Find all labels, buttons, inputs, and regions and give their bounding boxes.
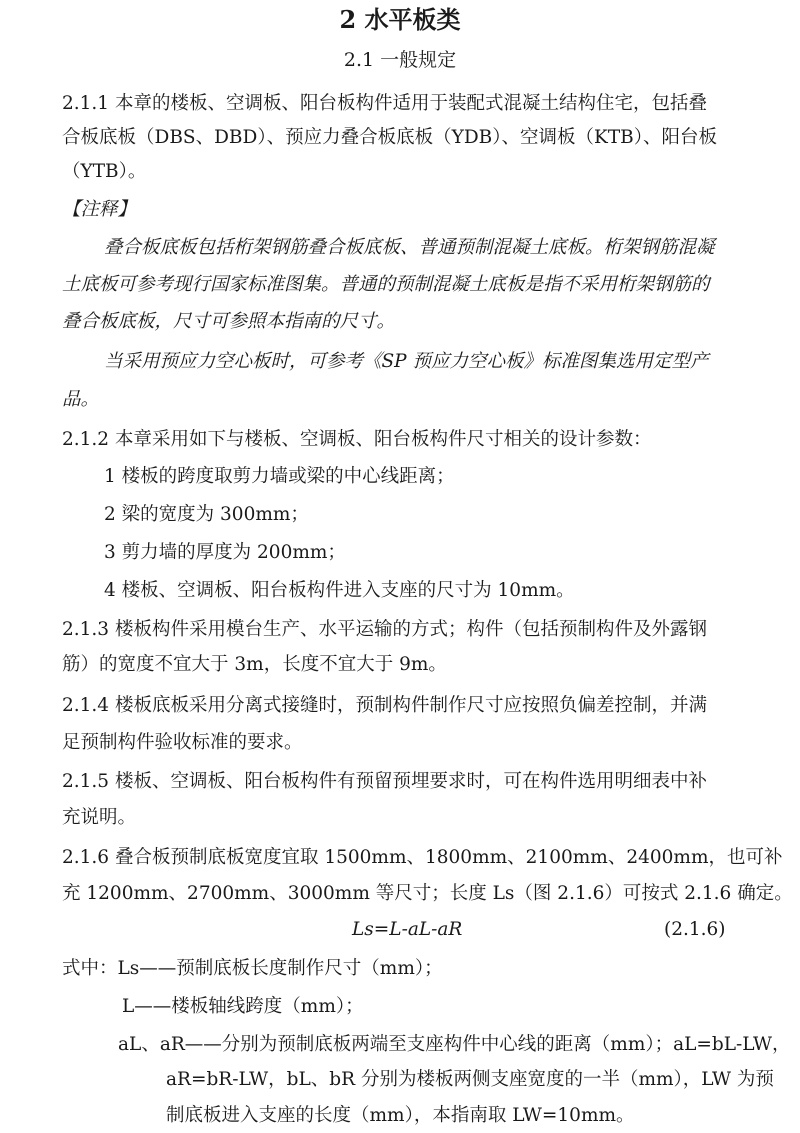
- formula: Ls=L-aL-aR: [352, 919, 463, 940]
- paragraph-line: 2.1.4 楼板底板采用分离式接缝时，预制构件制作尺寸应按照负偏差控制，并满: [62, 695, 707, 716]
- paragraph-line: 合板底板（DBS、DBD）、预应力叠合板底板（YDB）、空调板（KTB）、阳台板: [62, 127, 718, 148]
- section-title: 2.1 一般规定: [343, 49, 457, 71]
- formula-definition: aL、aR——分别为预制底板两端至支座构件中心线的距离（mm）；aL=bL-LW，: [118, 1034, 791, 1055]
- formula-definition: 式中：Ls——预制底板长度制作尺寸（mm）；: [62, 958, 443, 979]
- note-line: 当采用预应力空心板时，可参考《SP 预应力空心板》标准图集选用定型产: [104, 351, 709, 372]
- formula-definition: L——楼板轴线跨度（mm）；: [122, 996, 364, 1017]
- paragraph-line: 足预制构件验收标准的要求。: [62, 732, 303, 753]
- note-line: 土底板可参考现行国家标准图集。普通的预制混凝土底板是指不采用桁架钢筋的: [62, 274, 710, 295]
- paragraph-line: 2.1.3 楼板构件采用模台生产、水平运输的方式；构件（包括预制构件及外露钢: [62, 619, 707, 640]
- note-line: 叠合板底板包括桁架钢筋叠合板底板、普通预制混凝土底板。桁架钢筋混凝: [104, 237, 715, 258]
- list-item: 4 楼板、空调板、阳台板构件进入支座的尺寸为 10mm。: [104, 580, 575, 601]
- list-item: 1 楼板的跨度取剪力墙或梁的中心线距离；: [104, 466, 455, 487]
- chapter-title: 2 水平板类: [339, 5, 461, 34]
- list-item: 3 剪力墙的厚度为 200mm；: [104, 542, 346, 563]
- paragraph-line: 2.1.6 叠合板预制底板宽度宜取 1500mm、1800mm、2100mm、2400mm，也可补: [62, 847, 783, 868]
- formula-number: (2.1.6): [664, 919, 726, 940]
- note-line: 品。: [62, 389, 100, 410]
- paragraph-line: （YTB）。: [62, 161, 147, 182]
- formula-definition: aR=bR-LW，bL、bR 分别为楼板两侧支座宽度的一半（mm），LW 为预: [166, 1069, 774, 1090]
- paragraph-line: 2.1.2 本章采用如下与楼板、空调板、阳台板构件尺寸相关的设计参数：: [62, 429, 652, 450]
- note-line: 叠合板底板，尺寸可参照本指南的尺寸。: [62, 311, 396, 332]
- paragraph-line: 充说明。: [62, 807, 137, 828]
- paragraph-line: 筋）的宽度不宜大于 3m，长度不宜大于 9m。: [62, 654, 447, 675]
- list-item: 2 梁的宽度为 300mm；: [104, 504, 309, 525]
- paragraph-line: 充 1200mm、2700mm、3000mm 等尺寸；长度 Ls（图 2.1.6）可按式 2.1.6 确定。: [62, 883, 793, 904]
- note-heading: 【注释】: [62, 199, 137, 220]
- formula-definition: 制底板进入支座的长度（mm），本指南取 LW=10mm。: [166, 1105, 635, 1126]
- paragraph-line: 2.1.5 楼板、空调板、阳台板构件有预留预埋要求时，可在构件选用明细表中补: [62, 771, 707, 792]
- paragraph-line: 2.1.1 本章的楼板、空调板、阳台板构件适用于装配式混凝土结构住宅，包括叠: [62, 93, 707, 114]
